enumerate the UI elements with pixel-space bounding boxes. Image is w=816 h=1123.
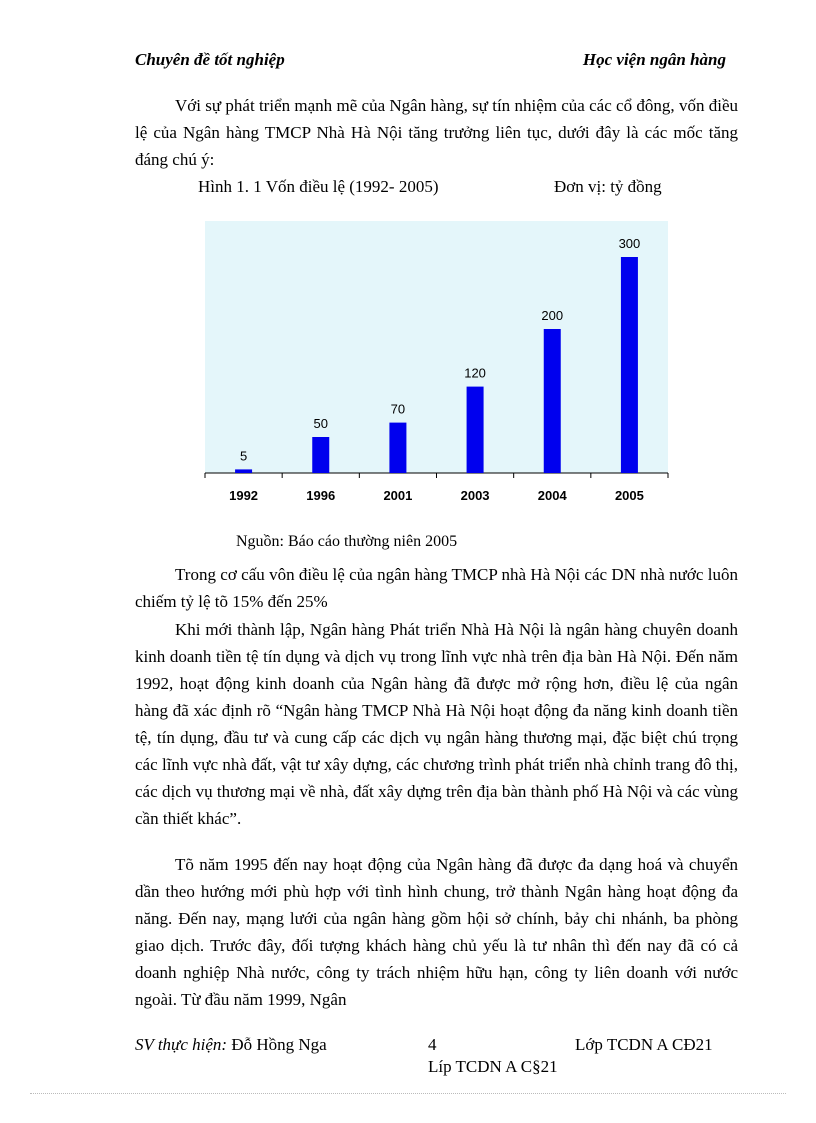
value-label-1992: 5 (239, 448, 248, 464)
page-edge-divider (30, 1093, 786, 1094)
value-label-2005: 300 (618, 236, 641, 251)
category-label-2003: 2003 (460, 488, 490, 503)
bar-2001 (389, 423, 406, 473)
bar-2005 (621, 257, 638, 473)
figure-caption: Hình 1. 1 Vốn điều lệ (1992- 2005) (198, 177, 439, 196)
header-left: Chuyên đề tốt nghiệp (135, 50, 285, 69)
paragraph-history: Khi mới thành lập, Ngân hàng Phát triển Nhà Hà Nội là ngân hàng chuyên doanh kinh doanh tiền tệ tín dụng và dịch vụ trong lĩnh vực nhà trên địa bàn Hà Nội. Đến năm 1992, hoạt động kinh doanh của Ngân hàng đã được mở rộng hơn, điều lệ của ngân hàng đã xác định rõ “Ngân hàng TMCP Nhà Hà Nội hoạt động đa năng kinh doanh tiền tệ, tín dụng, đầu tư và cung cấp các dịch vụ ngân hàng thương mại, đặc biệt chú trọng các lĩnh vực nhà đất, vật tư xây dựng, các chương trình phát triển nhà chỉnh trang đô thị, các dịch vụ thương mại về nhà, đất xây dựng trên địa bàn thành phố Hà Nội và các vùng cần thiết khác”. (135, 620, 738, 828)
plot-area (205, 221, 668, 473)
value-label-2004: 200 (541, 308, 564, 323)
page-number: 4 (428, 1035, 437, 1054)
footer-class-alt: Líp TCDN A C§21 (428, 1057, 558, 1076)
footer-student-name: Đỗ Hồng Nga (231, 1035, 327, 1054)
paragraph-structure: Trong cơ cấu vôn điều lệ của ngân hàng TMCP nhà Hà Nội các DN nhà nước luôn chiếm tỷ lệ tõ 15% đến 25% (135, 565, 738, 611)
category-label-1992: 1992 (229, 488, 259, 503)
value-label-2003: 120 (464, 365, 486, 381)
footer-student-label: SV thực hiện: (135, 1035, 228, 1054)
header-right: Học viện ngân hàng (582, 50, 726, 69)
bar-1996 (312, 437, 329, 473)
value-label-1996: 50 (313, 416, 328, 431)
figure-unit: Đơn vị: tỷ đồng (554, 177, 662, 196)
footer-student (135, 1035, 327, 1055)
footer-class: Lớp TCDN A CĐ21 (575, 1035, 713, 1054)
bar-1992 (235, 469, 252, 473)
category-label-2004: 2004 (537, 488, 567, 503)
figure-source: Nguồn: Báo cáo thường niên 2005 (236, 533, 458, 550)
capital-bar-chart (0, 0, 816, 560)
value-label-2001: 70 (390, 401, 406, 417)
bar-2004 (544, 329, 561, 473)
category-label-2005: 2005 (614, 488, 644, 503)
category-label-2001: 2001 (383, 488, 413, 503)
paragraph-expansion: Tõ năm 1995 đến nay hoạt động của Ngân hàng đã được đa dạng hoá và chuyển dần theo hướng mới phù hợp với tình hình chung, trở thành Ngân hàng hoạt động đa năng. Đến nay, mạng lưới của ngân hàng gồm hội sở chính, bảy chi nhánh, ba phòng giao dịch. Trước đây, đối tượng khách hàng chủ yếu là tư nhân thì đến nay đã có cả doanh nghiệp Nhà nước, công ty trách nhiệm hữu hạn, công ty liên doanh với nước ngoài. Từ đầu năm 1999, Ngân (135, 855, 738, 1009)
category-label-1996: 1996 (306, 488, 336, 503)
bar-2003 (467, 387, 484, 473)
paragraph-intro: Với sự phát triển mạnh mẽ của Ngân hàng, sự tín nhiệm của các cổ đông, vốn điều lệ của Ngân hàng TMCP Nhà Hà Nội tăng trưởng liên tục, dưới đây là các mốc tăng đáng chú ý: (135, 96, 738, 169)
